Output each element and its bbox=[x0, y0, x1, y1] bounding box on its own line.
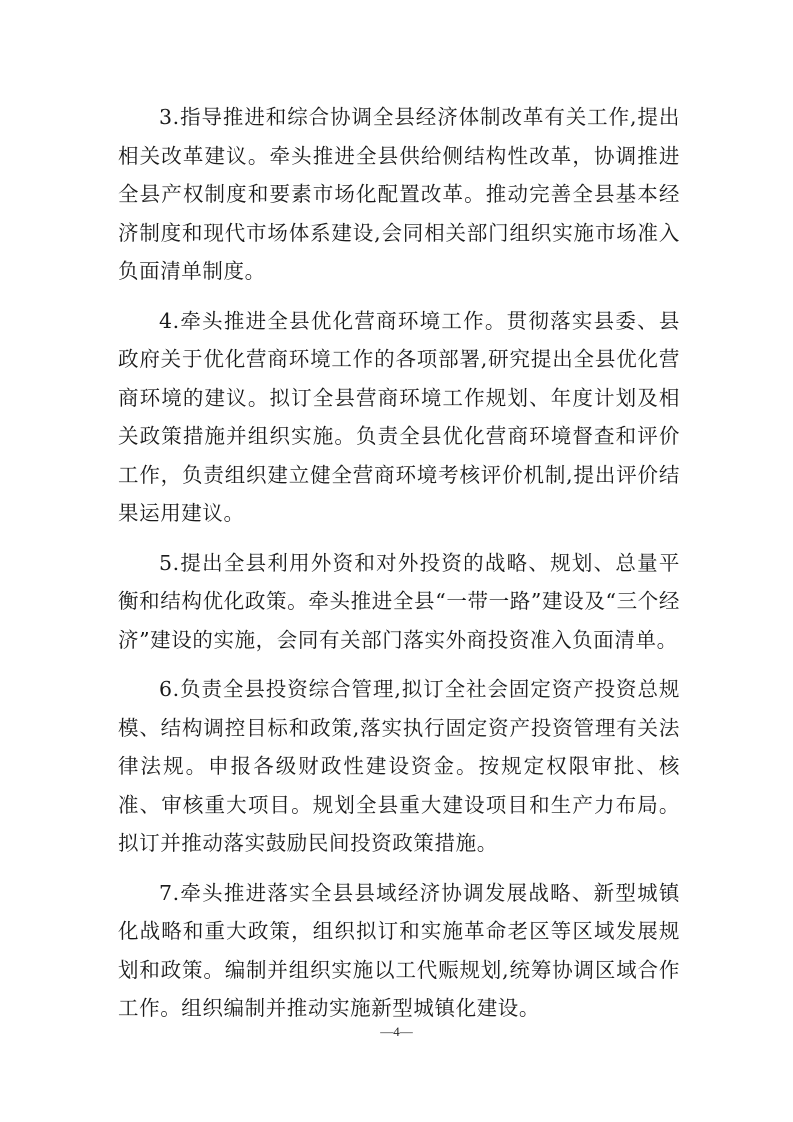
paragraph-item-3: 3.指导推进和综合协调全县经济体制改革有关工作,提出相关改革建议。牵头推进全县供给侧结构性改革，协调推进全县产权制度和要素市场化配置改革。推动完善全县基本经济制度和现代市场体系建设,会同相关部门组织实施市场准入负面清单制度。 bbox=[118, 105, 680, 283]
paragraph-item-7: 7.牵头推进落实全县县域经济协调发展战略、新型城镇化战略和重大政策，组织拟订和实施革命老区等区域发展规划和政策。编制并组织实施以工代赈规划,统筹协调区域合作工作。组织编制并推动实施新型城镇化建设。 bbox=[118, 880, 680, 1020]
paragraph-item-5: 5.提出全县利用外资和对外投资的战略、规划、总量平衡和结构优化政策。牵头推进全县“一带一路”建设及“三个经济”建设的实施，会同有关部门落实外商投资准入负面清单。 bbox=[118, 550, 680, 652]
paragraph-item-6: 6.负责全县投资综合管理,拟订全社会固定资产投资总规模、结构调控目标和政策,落实执行固定资产投资管理有关法律法规。申报各级财政性建设资金。按规定权限审批、核准、审核重大项目。规划全县重大建设项目和生产力布局。拟订并推动落实鼓励民间投资政策措施。 bbox=[118, 677, 680, 855]
document-body bbox=[118, 98, 680, 1039]
page-number: —4— bbox=[380, 1024, 413, 1039]
paragraph-item-4: 4.牵头推进全县优化营商环境工作。贯彻落实县委、县政府关于优化营商环境工作的各项部署,研究提出全县优化营商环境的建议。拟订全县营商环境工作规划、年度计划及相关政策措施并组织实施。负责全县优化营商环境督查和评价工作，负责组织建立健全营商环境考核评价机制,提出评价结果运用建议。 bbox=[118, 308, 680, 525]
